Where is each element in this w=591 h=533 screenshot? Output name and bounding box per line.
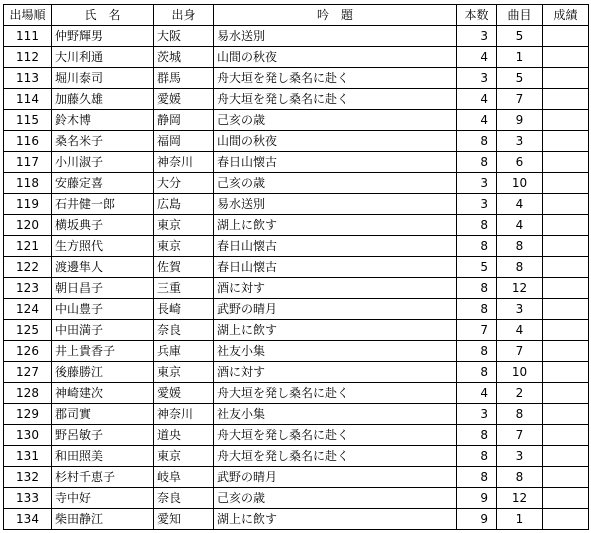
- table-row: [4, 68, 589, 89]
- cell-no: 120: [4, 215, 52, 236]
- header-grade: 成績: [543, 5, 589, 26]
- cell-poem: 易水送別: [214, 26, 457, 47]
- cell-poem: 舟大垣を発し桑名に赴く: [214, 89, 457, 110]
- cell-name: 寺中好: [52, 488, 154, 509]
- cell-count: 7: [457, 320, 497, 341]
- cell-name: 渡邊隼人: [52, 257, 154, 278]
- cell-name: 柴田静江: [52, 509, 154, 530]
- header-count: 本数: [457, 5, 497, 26]
- cell-poem: 春日山懐古: [214, 152, 457, 173]
- cell-no: 125: [4, 320, 52, 341]
- cell-poem: 酒に対す: [214, 362, 457, 383]
- cell-name: 加藤久雄: [52, 89, 154, 110]
- table-row: [4, 131, 589, 152]
- cell-name: 大川利通: [52, 47, 154, 68]
- cell-pref: 奈良: [154, 320, 214, 341]
- table-row: [4, 278, 589, 299]
- cell-poem: 山間の秋夜: [214, 131, 457, 152]
- cell-count: 8: [457, 236, 497, 257]
- cell-poem: 舟大垣を発し桑名に赴く: [214, 383, 457, 404]
- cell-name: 堀川泰司: [52, 68, 154, 89]
- cell-track: 3: [497, 446, 543, 467]
- cell-pref: 佐賀: [154, 257, 214, 278]
- cell-track: 10: [497, 173, 543, 194]
- cell-pref: 道央: [154, 425, 214, 446]
- table-row: [4, 467, 589, 488]
- cell-poem: 春日山懐古: [214, 257, 457, 278]
- cell-pref: 福岡: [154, 131, 214, 152]
- table-row: [4, 362, 589, 383]
- cell-no: 126: [4, 341, 52, 362]
- cell-pref: 群馬: [154, 68, 214, 89]
- cell-track: 8: [497, 236, 543, 257]
- cell-count: 9: [457, 509, 497, 530]
- table-row: [4, 215, 589, 236]
- cell-name: 後藤勝江: [52, 362, 154, 383]
- cell-grade: [543, 173, 589, 194]
- cell-track: 8: [497, 467, 543, 488]
- cell-poem: 武野の晴月: [214, 467, 457, 488]
- cell-grade: [543, 488, 589, 509]
- cell-grade: [543, 425, 589, 446]
- cell-grade: [543, 446, 589, 467]
- cell-count: 8: [457, 341, 497, 362]
- cell-name: 生方照代: [52, 236, 154, 257]
- cell-grade: [543, 362, 589, 383]
- cell-name: 鈴木博: [52, 110, 154, 131]
- cell-track: 1: [497, 47, 543, 68]
- cell-grade: [543, 383, 589, 404]
- cell-count: 8: [457, 425, 497, 446]
- cell-count: 5: [457, 257, 497, 278]
- cell-grade: [543, 194, 589, 215]
- table-row: [4, 446, 589, 467]
- cell-count: 8: [457, 362, 497, 383]
- cell-count: 3: [457, 194, 497, 215]
- cell-count: 8: [457, 467, 497, 488]
- table-row: [4, 299, 589, 320]
- cell-name: 石井健一郎: [52, 194, 154, 215]
- cell-track: 2: [497, 383, 543, 404]
- cell-pref: 神奈川: [154, 404, 214, 425]
- cell-pref: 奈良: [154, 488, 214, 509]
- table-row: [4, 194, 589, 215]
- table-row: [4, 509, 589, 530]
- cell-no: 124: [4, 299, 52, 320]
- cell-grade: [543, 320, 589, 341]
- cell-track: 5: [497, 68, 543, 89]
- cell-no: 114: [4, 89, 52, 110]
- cell-count: 4: [457, 89, 497, 110]
- cell-grade: [543, 89, 589, 110]
- cell-grade: [543, 152, 589, 173]
- cell-grade: [543, 47, 589, 68]
- cell-pref: 神奈川: [154, 152, 214, 173]
- cell-pref: 三重: [154, 278, 214, 299]
- cell-name: 郡司實: [52, 404, 154, 425]
- cell-pref: 東京: [154, 236, 214, 257]
- table-row: [4, 47, 589, 68]
- cell-poem: 武野の晴月: [214, 299, 457, 320]
- cell-count: 3: [457, 173, 497, 194]
- cell-name: 桑名米子: [52, 131, 154, 152]
- cell-no: 123: [4, 278, 52, 299]
- cell-count: 8: [457, 446, 497, 467]
- cell-no: 113: [4, 68, 52, 89]
- cell-pref: 愛知: [154, 509, 214, 530]
- cell-count: 4: [457, 110, 497, 131]
- cell-poem: 易水送別: [214, 194, 457, 215]
- cell-no: 133: [4, 488, 52, 509]
- cell-count: 3: [457, 404, 497, 425]
- cell-poem: 舟大垣を発し桑名に赴く: [214, 68, 457, 89]
- cell-pref: 愛媛: [154, 383, 214, 404]
- cell-count: 8: [457, 215, 497, 236]
- cell-pref: 静岡: [154, 110, 214, 131]
- cell-no: 128: [4, 383, 52, 404]
- table-row: [4, 152, 589, 173]
- table-body: [4, 26, 589, 530]
- cell-pref: 茨城: [154, 47, 214, 68]
- cell-name: 井上貴香子: [52, 341, 154, 362]
- table-row: [4, 26, 589, 47]
- cell-track: 7: [497, 89, 543, 110]
- cell-grade: [543, 110, 589, 131]
- cell-track: 3: [497, 131, 543, 152]
- cell-track: 4: [497, 215, 543, 236]
- cell-poem: 社友小集: [214, 404, 457, 425]
- cell-no: 129: [4, 404, 52, 425]
- header-pref: 出身: [154, 5, 214, 26]
- table-row: [4, 425, 589, 446]
- cell-no: 112: [4, 47, 52, 68]
- cell-count: 4: [457, 383, 497, 404]
- roster-table: [3, 4, 589, 530]
- cell-pref: 長崎: [154, 299, 214, 320]
- cell-pref: 東京: [154, 446, 214, 467]
- cell-no: 119: [4, 194, 52, 215]
- cell-poem: 舟大垣を発し桑名に赴く: [214, 425, 457, 446]
- cell-track: 3: [497, 299, 543, 320]
- cell-track: 8: [497, 404, 543, 425]
- cell-name: 野呂敏子: [52, 425, 154, 446]
- table-row: [4, 173, 589, 194]
- cell-grade: [543, 467, 589, 488]
- cell-count: 8: [457, 152, 497, 173]
- cell-track: 6: [497, 152, 543, 173]
- cell-grade: [543, 341, 589, 362]
- cell-count: 4: [457, 47, 497, 68]
- cell-no: 116: [4, 131, 52, 152]
- cell-pref: 大阪: [154, 26, 214, 47]
- cell-no: 132: [4, 467, 52, 488]
- cell-count: 9: [457, 488, 497, 509]
- cell-name: 神崎建次: [52, 383, 154, 404]
- cell-name: 和田照美: [52, 446, 154, 467]
- cell-name: 横坂典子: [52, 215, 154, 236]
- cell-grade: [543, 236, 589, 257]
- cell-poem: 己亥の歳: [214, 110, 457, 131]
- cell-poem: 湖上に飲す: [214, 320, 457, 341]
- table-row: [4, 89, 589, 110]
- header-track: 曲目: [497, 5, 543, 26]
- cell-pref: 大分: [154, 173, 214, 194]
- cell-grade: [543, 299, 589, 320]
- cell-no: 121: [4, 236, 52, 257]
- cell-pref: 愛媛: [154, 89, 214, 110]
- cell-name: 杉村千恵子: [52, 467, 154, 488]
- roster-sheet: [3, 4, 589, 530]
- cell-grade: [543, 215, 589, 236]
- cell-pref: 兵庫: [154, 341, 214, 362]
- cell-track: 7: [497, 341, 543, 362]
- table-row: [4, 110, 589, 131]
- cell-poem: 己亥の歳: [214, 173, 457, 194]
- cell-count: 3: [457, 68, 497, 89]
- cell-poem: 湖上に飲す: [214, 509, 457, 530]
- cell-poem: 山間の秋夜: [214, 47, 457, 68]
- cell-poem: 酒に対す: [214, 278, 457, 299]
- cell-no: 134: [4, 509, 52, 530]
- cell-track: 7: [497, 425, 543, 446]
- cell-pref: 東京: [154, 362, 214, 383]
- cell-name: 朝日昌子: [52, 278, 154, 299]
- table-row: [4, 257, 589, 278]
- cell-grade: [543, 278, 589, 299]
- table-row: [4, 404, 589, 425]
- cell-count: 8: [457, 131, 497, 152]
- cell-no: 111: [4, 26, 52, 47]
- cell-pref: 広島: [154, 194, 214, 215]
- cell-poem: 湖上に飲す: [214, 215, 457, 236]
- cell-track: 1: [497, 509, 543, 530]
- header-name: 氏 名: [52, 5, 154, 26]
- cell-name: 安藤定喜: [52, 173, 154, 194]
- cell-grade: [543, 68, 589, 89]
- cell-grade: [543, 26, 589, 47]
- cell-name: 小川淑子: [52, 152, 154, 173]
- cell-poem: 舟大垣を発し桑名に赴く: [214, 446, 457, 467]
- cell-poem: 春日山懐古: [214, 236, 457, 257]
- cell-track: 4: [497, 320, 543, 341]
- cell-track: 12: [497, 488, 543, 509]
- cell-poem: 社友小集: [214, 341, 457, 362]
- cell-no: 131: [4, 446, 52, 467]
- cell-count: 8: [457, 278, 497, 299]
- cell-count: 3: [457, 26, 497, 47]
- table-row: [4, 383, 589, 404]
- cell-track: 9: [497, 110, 543, 131]
- header-poem: 吟 題: [214, 5, 457, 26]
- table-row: [4, 320, 589, 341]
- cell-no: 122: [4, 257, 52, 278]
- cell-name: 仲野輝男: [52, 26, 154, 47]
- cell-pref: 東京: [154, 215, 214, 236]
- table-row: [4, 488, 589, 509]
- cell-grade: [543, 404, 589, 425]
- cell-track: 10: [497, 362, 543, 383]
- cell-pref: 岐阜: [154, 467, 214, 488]
- cell-name: 中山豊子: [52, 299, 154, 320]
- cell-track: 4: [497, 194, 543, 215]
- table-row: [4, 236, 589, 257]
- cell-no: 130: [4, 425, 52, 446]
- cell-grade: [543, 257, 589, 278]
- cell-no: 118: [4, 173, 52, 194]
- header-row: [4, 5, 589, 26]
- cell-poem: 己亥の歳: [214, 488, 457, 509]
- header-no: 出場順: [4, 5, 52, 26]
- cell-no: 115: [4, 110, 52, 131]
- cell-grade: [543, 131, 589, 152]
- cell-track: 8: [497, 257, 543, 278]
- cell-no: 127: [4, 362, 52, 383]
- cell-grade: [543, 509, 589, 530]
- cell-count: 8: [457, 299, 497, 320]
- cell-name: 中田満子: [52, 320, 154, 341]
- cell-no: 117: [4, 152, 52, 173]
- cell-track: 12: [497, 278, 543, 299]
- table-row: [4, 341, 589, 362]
- cell-track: 5: [497, 26, 543, 47]
